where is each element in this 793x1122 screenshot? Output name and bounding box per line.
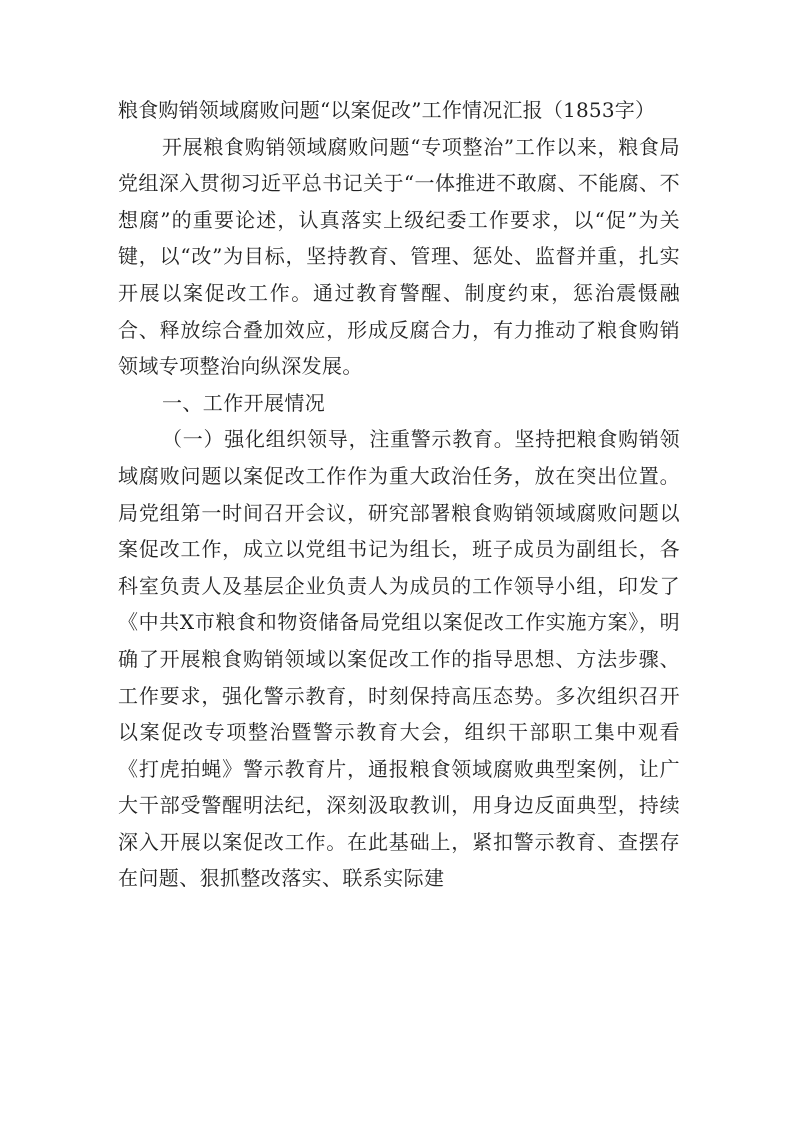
document-page: [118, 92, 680, 897]
document-title: 粮食购销领域腐败问题“以案促改”工作情况汇报（1853字）: [118, 98, 656, 122]
intro-paragraph: 开展粮食购销领域腐败问题“专项整治”工作以来，粮食局党组深入贯彻习近平总书记关于“一体推进不敢腐、不能腐、不想腐”的重要论述，认真落实上级纪委工作要求，以“促”为关键，以“改”为目标，坚持教育、管理、惩处、监督并重，扎实开展以案促改工作。通过教育警醒、制度约束，惩治震慑融合、释放综合叠加效应，形成反腐合力，有力推动了粮食购销领域专项整治向纵深发展。: [118, 134, 680, 379]
section-heading: 一、工作开展情况: [162, 390, 326, 415]
body-paragraph: （一）强化组织领导，注重警示教育。坚持把粮食购销领域腐败问题以案促改工作作为重大政治任务，放在突出位置。局党组第一时间召开会议，研究部署粮食购销领域腐败问题以案促改工作，成立以党组书记为组长，班子成员为副组长，各科室负责人及基层企业负责人为成员的工作领导小组，印发了《中共X市粮食和物资储备局党组以案促改工作实施方案》，明确了开展粮食购销领域以案促改工作的指导思想、方法步骤、工作要求，强化警示教育，时刻保持高压态势。多次组织召开以案促改专项整治暨警示教育大会，组织干部职工集中观看《打虎拍蝇》警示教育片，通报粮食领域腐败典型案例，让广大干部受警醒明法纪，深刻汲取教训，用身边反面典型，持续深入开展以案促改工作。在此基础上，紧扣警示教育、查摆存在问题、狠抓整改落实、联系实际建: [118, 427, 680, 891]
